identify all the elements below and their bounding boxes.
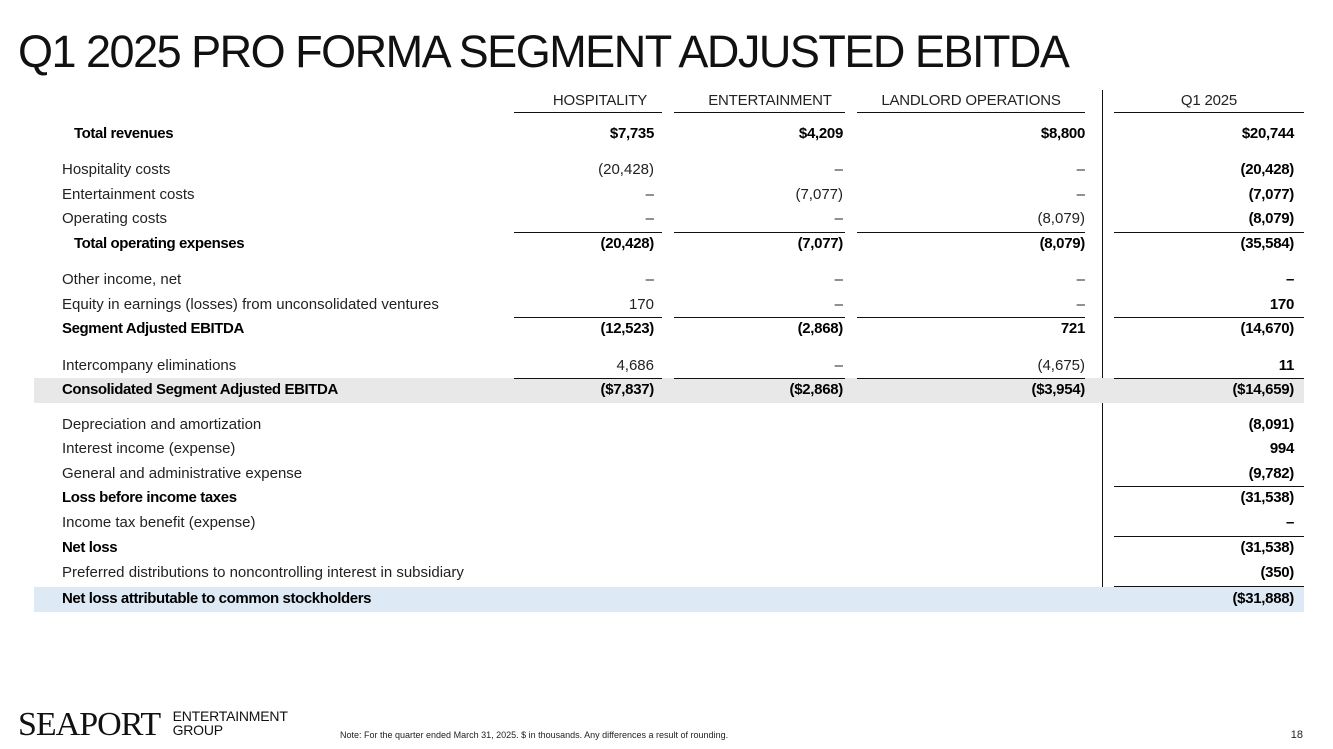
table-row [0,587,1333,612]
cell-total: 11 [1278,357,1294,374]
cell-total: (8,079) [1248,210,1294,227]
table-row [0,207,1333,232]
cell-entertainment: – [834,296,843,313]
cell-landlord: – [1076,271,1085,288]
cell-total: (8,091) [1248,416,1294,433]
row-label: General and administrative expense [62,465,303,482]
row-label: Operating costs [62,210,168,227]
cell-entertainment: (7,077) [797,235,843,252]
cell-hospitality: 4,686 [616,357,654,374]
cell-total: (9,782) [1248,465,1294,482]
cell-entertainment: – [834,161,843,178]
table-row [0,232,1333,257]
cell-total: (7,077) [1248,186,1294,203]
table-row [0,561,1333,586]
cell-entertainment: – [834,210,843,227]
col-header-entertainment: ENTERTAINMENT [708,92,832,109]
table-row [0,462,1333,487]
cell-total: ($14,659) [1232,381,1294,398]
row-label: Loss before income taxes [62,489,237,506]
row-label: Net loss attributable to common stockholders [62,590,372,607]
col-header-q1-2025: Q1 2025 [1180,92,1238,109]
table-row [0,486,1333,511]
cell-total: (20,428) [1240,161,1294,178]
cell-total: (14,670) [1240,320,1294,337]
row-label: Total operating expenses [74,235,245,252]
row-label: Entertainment costs [62,186,195,203]
logo-wordmark: SEAPORT [18,706,161,743]
cell-landlord: (8,079) [1039,235,1085,252]
table-row [0,317,1333,342]
table-row [0,293,1333,318]
cell-hospitality: (20,428) [600,235,654,252]
header-underline [857,112,1085,113]
cell-landlord: – [1076,161,1085,178]
cell-total: (31,538) [1240,539,1294,556]
cell-landlord: – [1076,296,1085,313]
cell-total: – [1285,271,1294,288]
cell-landlord: – [1076,186,1085,203]
cell-landlord: (4,675) [1037,357,1085,374]
cell-total: (350) [1260,564,1294,581]
cell-hospitality: – [645,210,654,227]
cell-total: $20,744 [1241,125,1294,142]
page-title: Q1 2025 PRO FORMA SEGMENT ADJUSTED EBITDA [18,26,1069,77]
cell-hospitality: – [645,271,654,288]
col-header-hospitality: HOSPITALITY [552,92,648,109]
cell-total: 170 [1269,296,1294,313]
cell-hospitality: – [645,186,654,203]
cell-hospitality: (12,523) [600,320,654,337]
table-row [0,378,1333,403]
row-label: Other income, net [62,271,182,288]
footnote: Note: For the quarter ended March 31, 2025. $ in thousands. Any differences a result of rounding. [340,730,729,740]
cell-landlord: $8,800 [1040,125,1085,142]
cell-entertainment: ($2,868) [789,381,843,398]
table-row [0,511,1333,536]
cell-hospitality: $7,735 [609,125,654,142]
company-logo [18,706,288,744]
table-row [0,183,1333,208]
page-number: 18 [1290,729,1303,741]
row-label: Depreciation and amortization [62,416,262,433]
row-label: Hospitality costs [62,161,171,178]
table-row [0,437,1333,462]
row-label: Interest income (expense) [62,440,236,457]
row-label: Income tax benefit (expense) [62,514,256,531]
table-row [0,122,1333,147]
cell-hospitality: ($7,837) [600,381,654,398]
table-row [0,354,1333,379]
row-label: Segment Adjusted EBITDA [62,320,244,337]
table-row [0,413,1333,438]
cell-entertainment: – [834,357,843,374]
cell-total: – [1285,514,1294,531]
row-label: Net loss [62,539,118,556]
table-row [0,158,1333,183]
cell-hospitality: (20,428) [598,161,654,178]
table-row [0,536,1333,561]
row-label: Total revenues [74,125,174,142]
cell-total: (31,538) [1240,489,1294,506]
header-underline [1114,112,1304,113]
col-header-landlord-operations: LANDLORD OPERATIONS [881,92,1061,109]
header-underline [674,112,845,113]
cell-total: 994 [1269,440,1294,457]
cell-entertainment: $4,209 [798,125,843,142]
row-label: Equity in earnings (losses) from unconsolidated ventures [62,296,439,313]
cell-entertainment: (2,868) [797,320,843,337]
cell-landlord: ($3,954) [1031,381,1085,398]
logo-sub-line2: GROUP [172,722,223,738]
logo-sub-line1: ENTERTAINMENT [172,708,288,724]
cell-landlord: (8,079) [1037,210,1085,227]
cell-entertainment: (7,077) [795,186,843,203]
row-label: Preferred distributions to noncontrolling interest in subsidiary [62,564,464,581]
cell-landlord: 721 [1060,320,1085,337]
cell-total: ($31,888) [1232,590,1294,607]
cell-total: (35,584) [1240,235,1294,252]
logo-subtitle [173,709,288,737]
row-label: Intercompany eliminations [62,357,237,374]
table-row [0,268,1333,293]
cell-entertainment: – [834,271,843,288]
cell-hospitality: 170 [628,296,654,313]
row-label: Consolidated Segment Adjusted EBITDA [62,381,338,398]
header-underline [514,112,662,113]
